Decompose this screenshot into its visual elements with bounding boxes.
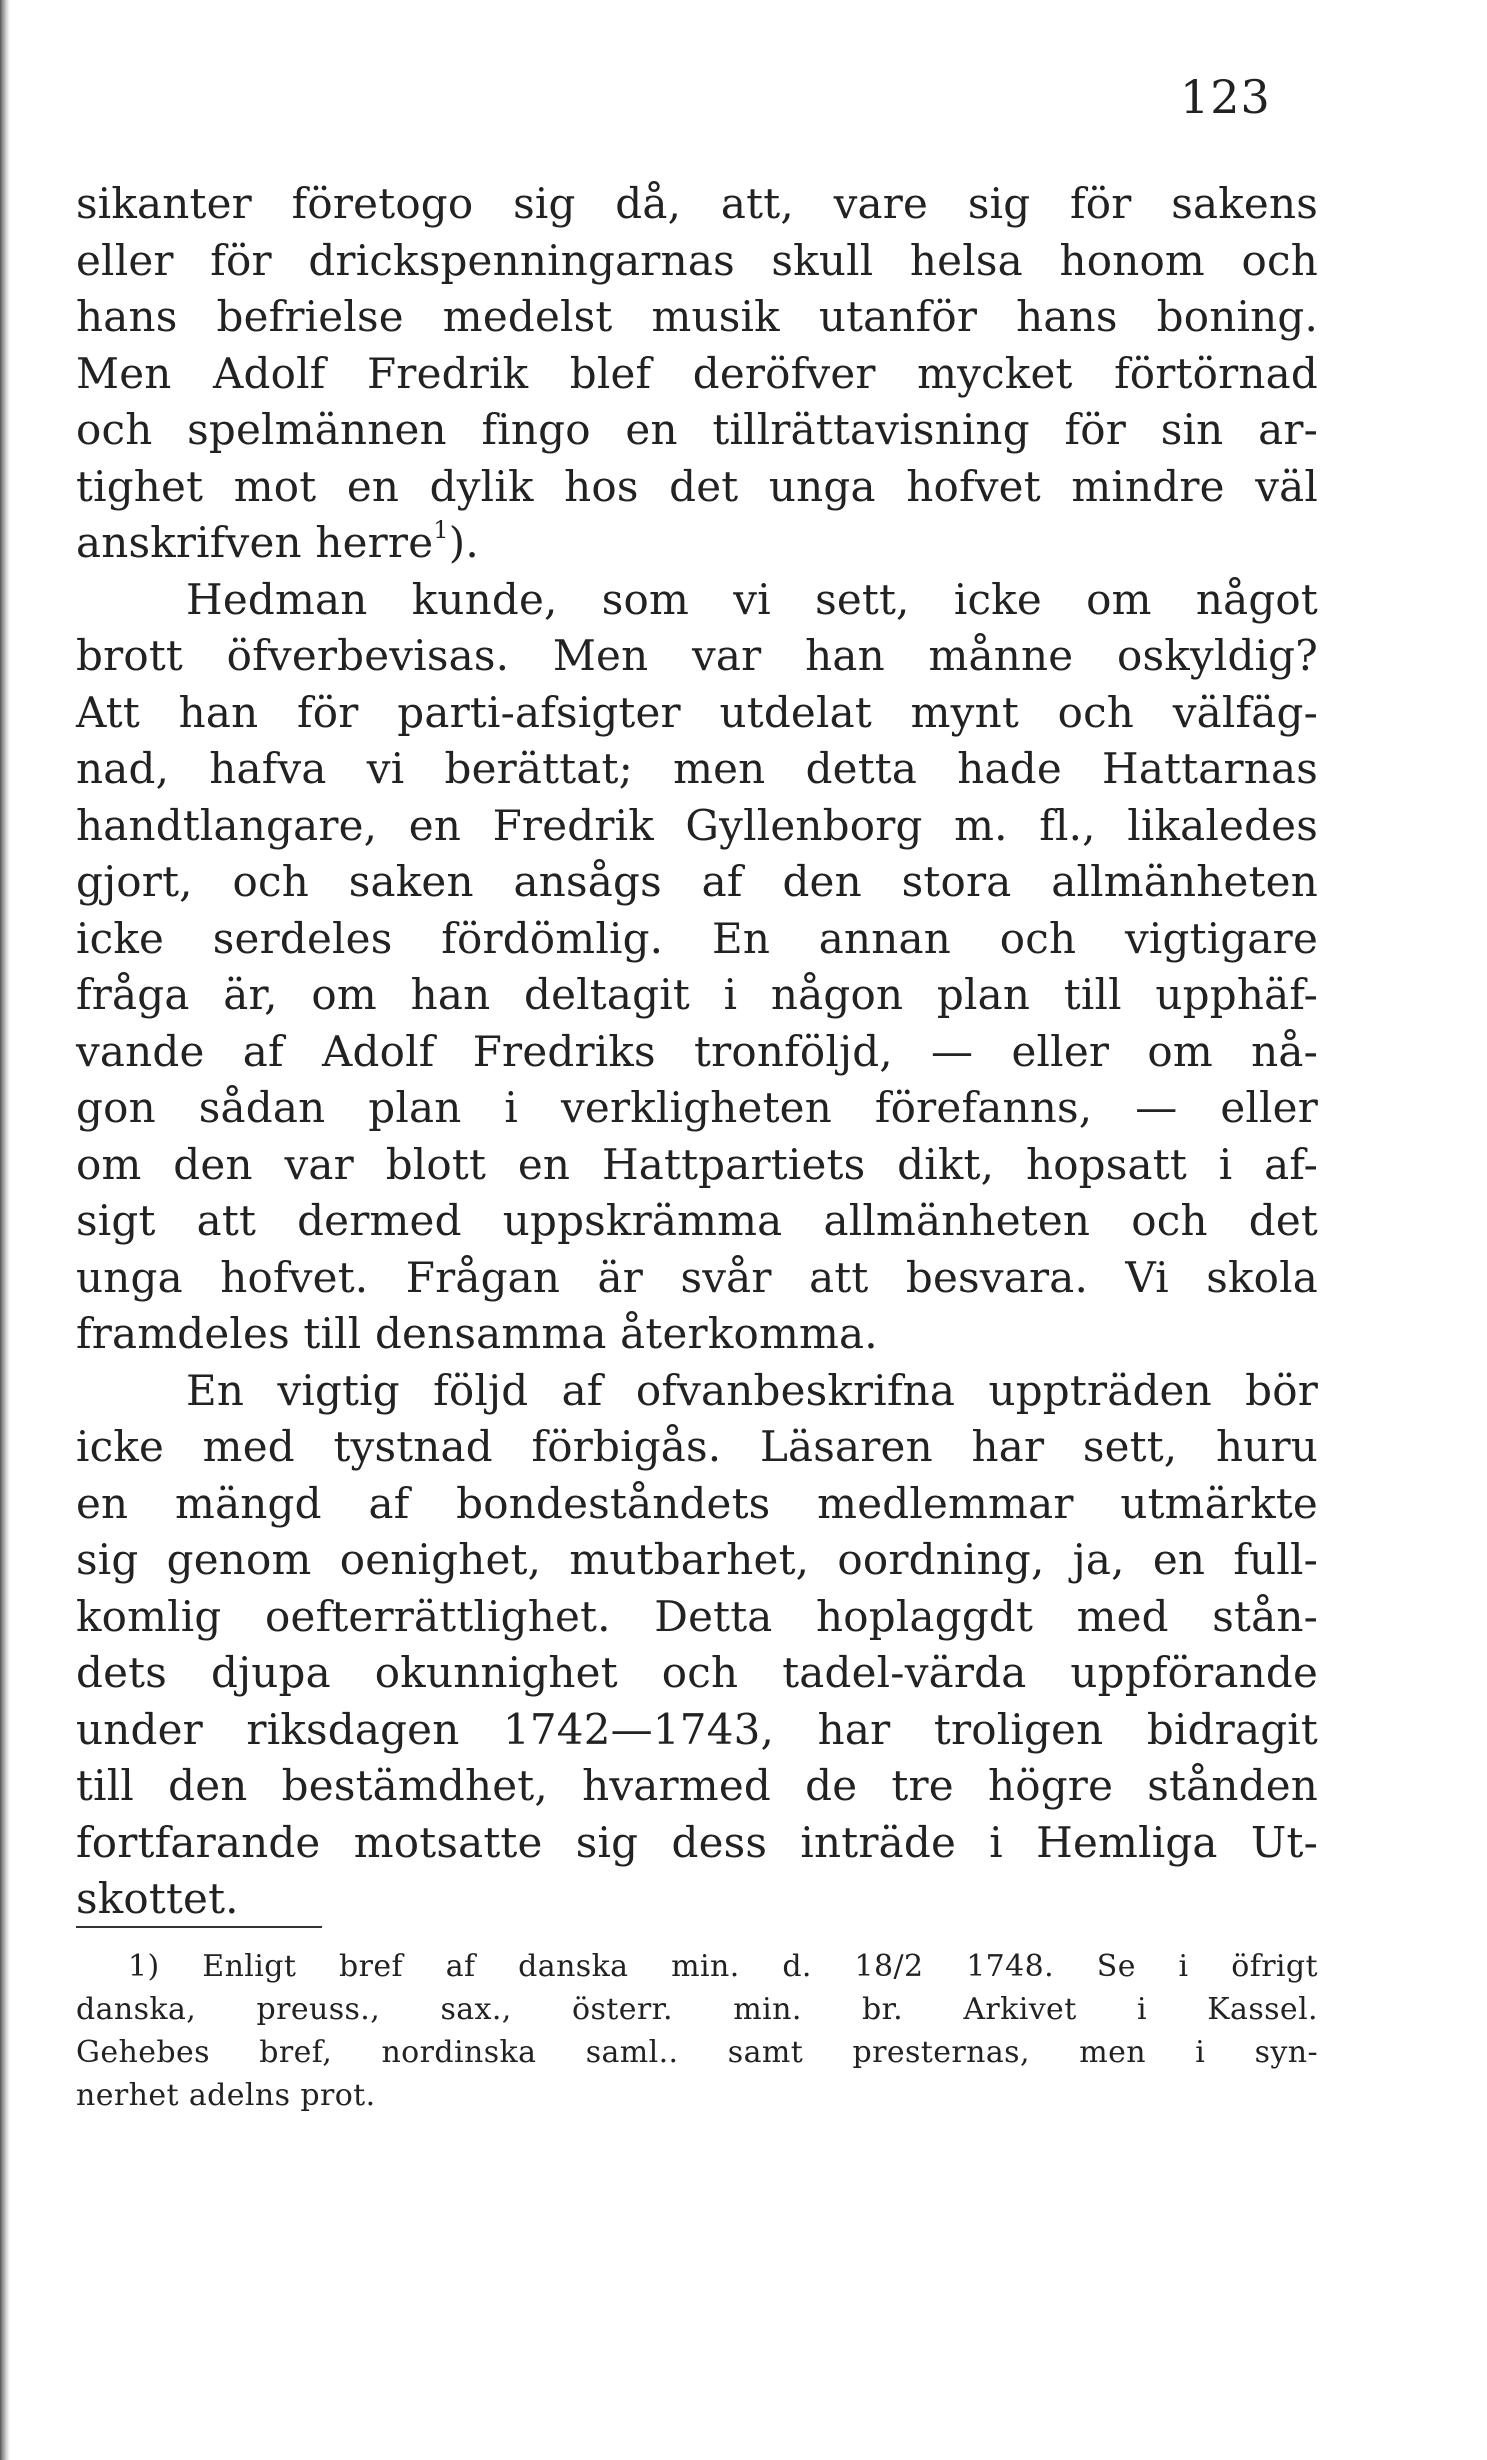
text-line: fortfarande motsatte sig dess inträde i Hemliga Ut- bbox=[76, 1817, 1318, 1867]
text-line: fråga är, om han deltagit i någon plan till upphäf- bbox=[76, 970, 1318, 1019]
text-line: nad, hafva vi berättat; men detta hade Hattarnas bbox=[76, 744, 1318, 793]
text-line: en mängd af bondeståndets medlemmar utmärkte bbox=[76, 1478, 1318, 1528]
text-line: komlig oefterrättlighet. Detta hoplaggdt med stån- bbox=[76, 1591, 1318, 1641]
text-line: sig genom oenighet, mutbarhet, oordning, ja, en full- bbox=[76, 1535, 1318, 1584]
text-line: sigt att dermed uppskrämma allmänheten och det bbox=[76, 1196, 1318, 1245]
text-line: och spelmännen fingo en tillrättavisning för sin ar- bbox=[76, 405, 1318, 454]
text-line: skottet. bbox=[76, 1874, 239, 1923]
text-line: eller för drickspenningarnas skull helsa honom och bbox=[76, 235, 1318, 285]
text-line: om den var blott en Hattpartiets dikt, hopsatt i af- bbox=[76, 1139, 1318, 1189]
footnote-reference-close: ). bbox=[448, 518, 479, 567]
page-number: 123 bbox=[1180, 70, 1271, 124]
text-line: handtlangare, en Fredrik Gyllenborg m. fl., likaledes bbox=[76, 800, 1318, 850]
text-line: till den bestämdhet, hvarmed de tre högre stånden bbox=[76, 1761, 1318, 1810]
text-line: dets djupa okunnighet och tadel-värda uppförande bbox=[76, 1648, 1318, 1697]
text-line: unga hofvet. Frågan är svår att besvara. Vi skola bbox=[76, 1252, 1318, 1302]
text-line: under riksdagen 1742—1743, har troligen bidragit bbox=[76, 1704, 1318, 1754]
text-line: Men Adolf Fredrik blef deröfver mycket förtörnad bbox=[76, 348, 1318, 398]
text-line: hans befrielse medelst musik utanför hans boning. bbox=[76, 292, 1318, 341]
text-line-paragraph-start: Hedman kunde, som vi sett, icke om något bbox=[186, 574, 1318, 624]
footnote-line: danska, preuss., sax., österr. min. br. Arkivet i Kassel. bbox=[76, 1992, 1318, 2027]
page-spine-edge bbox=[0, 0, 10, 2460]
footnote-line: 1) Enligt bref af danska min. d. 18/2 1748. Se i öfrigt bbox=[128, 1949, 1318, 1984]
text-line: vande af Adolf Fredriks tronföljd, — eller om nå- bbox=[76, 1026, 1318, 1076]
text-line: icke med tystnad förbigås. Läsaren har sett, huru bbox=[76, 1422, 1318, 1471]
text-line: brott öfverbevisas. Men var han månne oskyldig? bbox=[76, 631, 1318, 680]
text-line-with-footnote bbox=[76, 515, 1318, 572]
footnote-divider bbox=[76, 1926, 322, 1928]
text-line: icke serdeles fördömlig. En annan och vigtigare bbox=[76, 913, 1318, 963]
text-line: tighet mot en dylik hos det unga hofvet mindre väl bbox=[76, 461, 1318, 511]
text-line: Att han för parti-afsigter utdelat mynt och välfäg- bbox=[76, 687, 1318, 737]
text-line: gjort, och saken ansågs af den stora allmänheten bbox=[76, 857, 1318, 906]
footnotes bbox=[76, 1945, 1318, 2117]
text-line: framdeles till densamma återkomma. bbox=[76, 1309, 878, 1358]
text-line: sikanter företogo sig då, att, vare sig för sakens bbox=[76, 179, 1318, 228]
footnote-line: nerhet adelns prot. bbox=[76, 2078, 376, 2113]
text-line: anskrifven herre bbox=[76, 518, 434, 567]
footnote-line: Gehebes bref, nordinska saml.. samt presternas, men i syn- bbox=[76, 2035, 1318, 2070]
body-text bbox=[76, 176, 1318, 1928]
text-line: gon sådan plan i verkligheten förefanns, — eller bbox=[76, 1083, 1318, 1132]
footnote-reference[interactable]: 1 bbox=[433, 516, 449, 544]
text-line-paragraph-start: En vigtig följd af ofvanbeskrifna uppträden bör bbox=[186, 1365, 1318, 1415]
